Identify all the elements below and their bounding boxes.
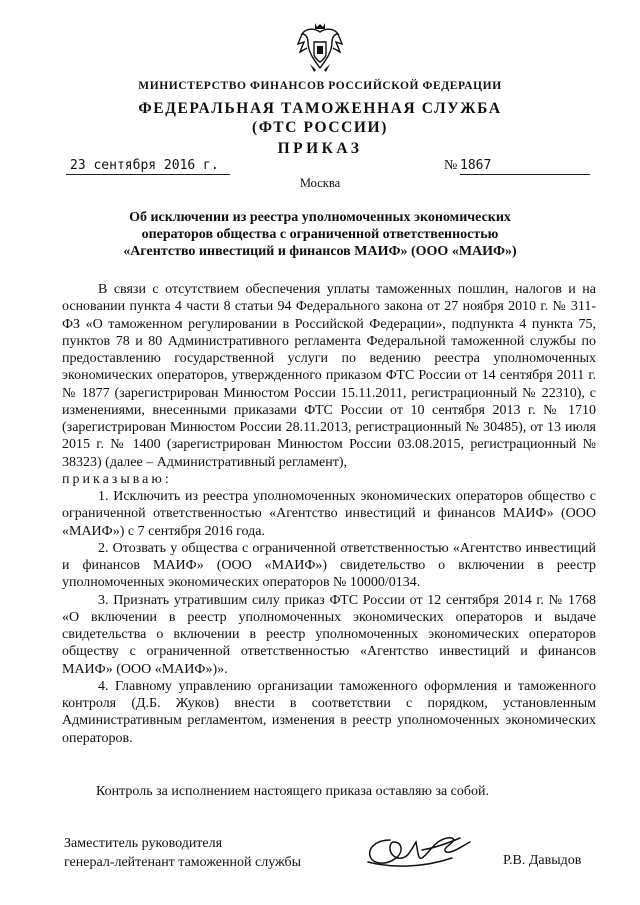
title-line1: Об исключении из реестра уполномоченных экономических xyxy=(129,210,511,225)
title-line3: «Агентство инвестиций и финансов МАИФ» (ООО «МАИФ») xyxy=(123,244,517,259)
title-line2: операторов общества с ограниченной ответственностью xyxy=(141,227,499,242)
city: Москва xyxy=(299,176,341,190)
signatory-title-line1: Заместитель руководителя xyxy=(64,836,223,851)
order-date: 23 сентября 2016 г. xyxy=(66,157,230,175)
document-type: ПРИКАЗ xyxy=(277,140,363,157)
document-body xyxy=(62,281,596,747)
ministry-name: МИНИСТЕРСТВО ФИНАНСОВ РОССИЙСКОЙ ФЕДЕРАЦИИ xyxy=(138,80,502,92)
handwritten-signature xyxy=(362,828,492,876)
order-word xyxy=(62,471,596,488)
item-2-paragraph: 2. Отозвать у общества с ограниченной ответственностью «Агентство инвестиций и финансов МАИФ» (ООО «МАИФ») свидетельство о включении в реестр уполномоченных экономических операторов № 10000/0134. xyxy=(62,540,596,591)
item-1-paragraph: 1. Исключить из реестра уполномоченных экономических операторов общество с ограниченной ответственностью «Агентство инвестиций и финансов МАИФ» (ООО «МАИФ») с 7 сентября 2016 года. xyxy=(62,489,596,539)
coat-of-arms-icon xyxy=(296,22,344,74)
closing-sentence: Контроль за исполнением настоящего приказа оставляю за собой. xyxy=(96,784,490,799)
preamble-paragraph: В связи с отсутствием обеспечения уплаты таможенных пошлин, налогов и на основании пункта 4 части 8 статьи 94 Федерального закона от 27 ноября 2010 г. № 311-ФЗ «О таможенном регулировании в Российской Федерации», подпункта 4 пункта 75, пунктов 78 и 80 Административного регламента Федеральной таможенной службы по предоставлению государственной услуги по ведению реестра уполномоченных экономических операторов, утвержденного приказом ФТС России от 14 сентября 2011 г. № 1877 (зарегистрирован Минюстом России 15.11.2011, регистрационный № 22310), с изменениями, внесенными приказами ФТС России от 10 сентября 2013 г. № 1710 (зарегистрирован Минюстом России 28.11.2013, регистрационный № 30485), от 13 июля 2015 г. № 1400 (зарегистрирован Минюстом России 03.08.2015, регистрационный № 38323) (далее – Административный регламент), xyxy=(62,282,596,470)
order-word-text: приказываю: xyxy=(62,471,172,487)
item-4-paragraph: 4. Главному управлению организации таможенного оформления и таможенного контроля (Д.Б. Жуков) внести в соответствии с порядком, установленным Административным регламентом, изменения в реестр уполномоченных экономических операторов. xyxy=(62,678,596,746)
order-number: 1867 xyxy=(460,157,590,175)
signatory-title xyxy=(64,834,301,872)
signatory-title-line2: генерал-лейтенант таможенной службы xyxy=(64,855,302,870)
document-title xyxy=(90,209,550,260)
service-name-line2: (ФТС РОССИИ) xyxy=(252,119,388,136)
number-sign: № xyxy=(444,158,458,173)
item-3-paragraph: 3. Признать утратившим силу приказ ФТС России от 12 сентября 2014 г. № 1768 «О включении в реестр уполномоченных экономических операторов и выдаче свидетельства о включении в реестр уполномоченных экономических операторов обществу с ограниченной ответственностью «Агентство инвестиций и финансов МАИФ» (ООО «МАИФ»)». xyxy=(62,592,596,677)
service-name xyxy=(0,99,640,137)
signatory-name: Р.В. Давыдов xyxy=(503,853,582,868)
service-name-line1: ФЕДЕРАЛЬНАЯ ТАМОЖЕННАЯ СЛУЖБА xyxy=(138,100,502,117)
